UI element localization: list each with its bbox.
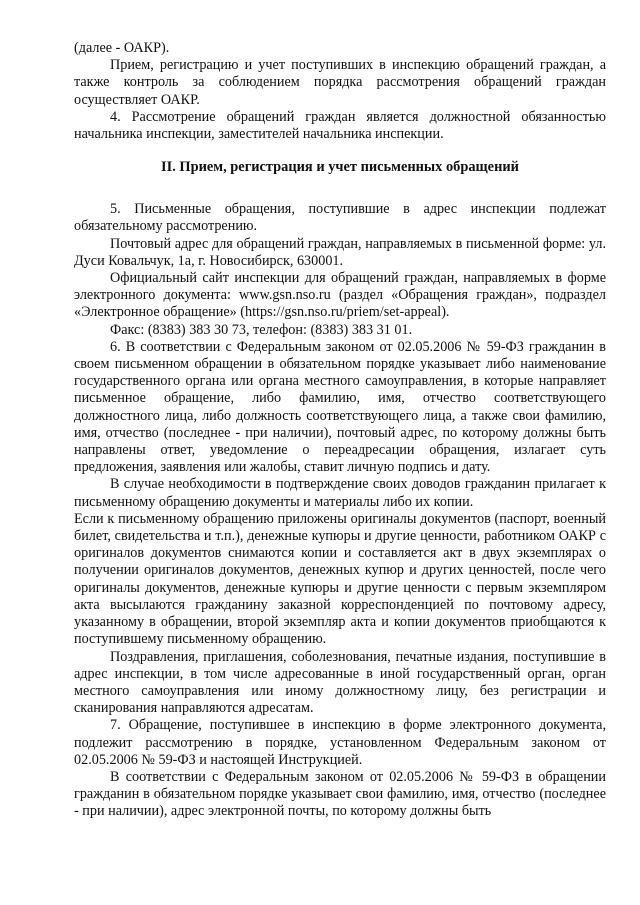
paragraph-originals: Если к письменному обращению приложены оригиналы документов (паспорт, военный билет, свидетельства и т.п.), денежные купюры и другие ценности, работником ОАКР с оригиналов документов снимаются копии и составляется акт в двух экземплярах о получении оригиналов документов, денежных купюр и других ценностей, после чего оригиналы документов, денежные купюры и другие ценности с первым экземпляром акта высылаются гражданину заказной корреспонденцией по почтовому адресу, указанному в обращении, второй экземпляр акта и копии документов приобщаются к поступившему письменному обращению. <box>74 510 606 648</box>
paragraph-greetings: Поздравления, приглашения, соболезнования, печатные издания, поступившие в адрес инспекции, в том числе адресованные в иной государственный орган, орган местного самоуправления или иному должностному лицу, без регистрации и сканирования направляются адресатам. <box>74 648 606 717</box>
paragraph-continuation: (далее - ОАКР). <box>74 40 170 56</box>
paragraph-electronic: В соответствии с Федеральным законом от 02.05.2006 № 59-ФЗ в обращении гражданин в обязательном порядке указывает свои фамилию, имя, отчество (последнее - при наличии), адрес электронной почты, по которому должны быть <box>74 768 606 820</box>
paragraph-postal-address: Почтовый адрес для обращений граждан, направляемых в письменной форме: ул. Дуси Ковальчук, 1а, г. Новосибирск, 630001. <box>74 235 606 269</box>
paragraph-attachments: В случае необходимости в подтверждение своих доводов гражданин прилагает к письменному обращению документы и материалы либо их копии. <box>74 476 606 510</box>
paragraph-item-6: 6. В соответствии с Федеральным законом от 02.05.2006 № 59-ФЗ гражданин в своем письменном обращении в обязательном порядке указывает либо наименование государственного органа или органа местного самоуправления, в которые направляет письменное обращение, либо фамилию, имя, отчество соответствующего должностного лица, либо должность соответствующего лица, а также свои фамилию, имя, отчество (последнее - при наличии), почтовый адрес, по которому должны быть направлены ответ, уведомление о переадресации обращения, излагает суть предложения, заявления или жалобы, ставит личную подпись и дату. <box>74 338 606 476</box>
paragraph-reception: Прием, регистрацию и учет поступивших в инспекцию обращений граждан, а также контроль за соблюдением порядка рассмотрения обращений граждан осуществляет ОАКР. <box>74 57 606 108</box>
paragraph-website: Официальный сайт инспекции для обращений граждан, направляемых в форме электронного документа: www.gsn.nso.ru (раздел «Обращения граждан», подраздел «Электронное обращение» (https://gsn.nso.ru/priem/set-appeal). <box>74 270 606 321</box>
paragraph-item-4: 4. Рассмотрение обращений граждан является должностной обязанностью начальника инспекции, заместителей начальника инспекции. <box>74 108 606 143</box>
section-title: II. Прием, регистрация и учет письменных обращений <box>161 159 519 176</box>
paragraph-contacts: Факс: (8383) 383 30 73, телефон: (8383) 383 31 01. <box>110 321 413 338</box>
paragraph-item-5: 5. Письменные обращения, поступившие в адрес инспекции подлежат обязательному рассмотрению. <box>74 201 606 235</box>
paragraph-item-7: 7. Обращение, поступившее в инспекцию в форме электронного документа, подлежит рассмотрению в порядке, установленном Федеральным законом от 02.05.2006 № 59-ФЗ и настоящей Инструкцией. <box>74 717 606 768</box>
